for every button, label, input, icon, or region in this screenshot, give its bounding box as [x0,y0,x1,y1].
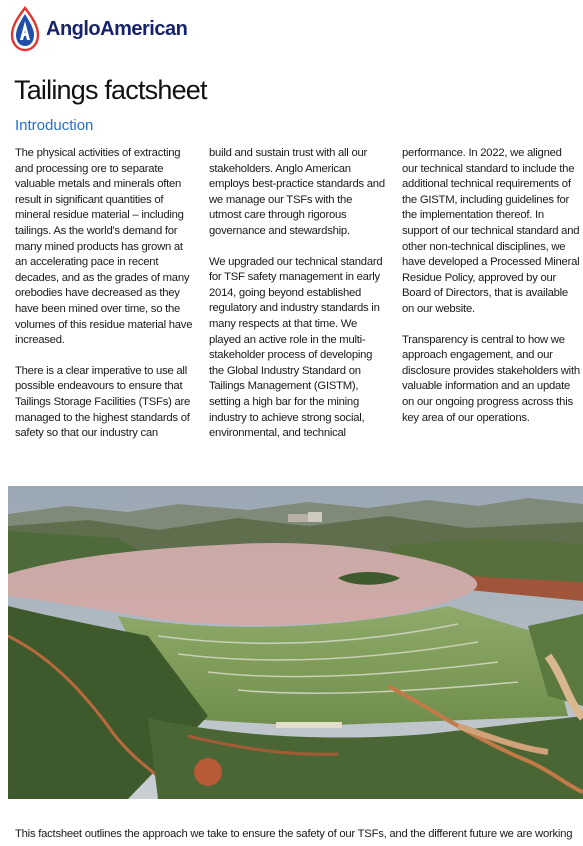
footer-paragraph: This factsheet outlines the approach we take to ensure the safety of our TSFs, and the different future we are working [15,828,573,840]
text-column-1 [15,146,193,457]
anglo-american-logo-icon [9,6,41,52]
section-heading: Introduction [15,117,94,134]
paragraph: build and sustain trust with all our stakeholders. Anglo American employs best-practice standards and we manage our TSFs with the utmost care through rigorous governance and stewardship. [209,147,385,237]
paragraph: We upgraded our technical standard for TSF safety management in early 2014, going beyond established regulatory and industry standards in many respects at that time. We played an active role in the multi-stakeholder process of developing the Global Industry Standard on Tailings Management (GISTM), setting a high bar for the mining industry to achieve strong social, environmental, and technical [209,255,383,440]
tailings-dam-aerial-photo [8,486,583,799]
text-column-3 [402,146,580,441]
page-title: Tailings factsheet [14,75,207,105]
paragraph: The physical activities of extracting and processing ore to separate valuable metals and minerals often result in significant quantities of mineral residue material – including tailings. As the world's demand for many mined products has grown at an accelerating pace in recent decades, and as the grades of many orebodies have decreased as they have been mined over time, so the volumes of this residue material have increased. [15,147,193,347]
logo-wordmark: AngloAmerican [46,17,188,40]
brand-logo [9,6,187,52]
text-column-2 [209,146,387,457]
paragraph: performance. In 2022, we aligned our technical standard to include the additional technical requirements of the GISTM, including guidelines for the implementation thereof. In support of our technical standard and other non-technical disciplines, we have developed a Processed Mineral Residue Policy, approved by our Board of Directors, that is available on our website. [402,147,580,315]
paragraph: There is a clear imperative to use all possible endeavours to ensure that Tailings Storage Facilities (TSFs) are managed to the highest standards of safety so that our industry can [15,364,191,440]
paragraph: Transparency is central to how we approach engagement, and our disclosure provides stakeholders with valuable information and an update on our ongoing progress across this key area of our operations. [402,333,580,424]
